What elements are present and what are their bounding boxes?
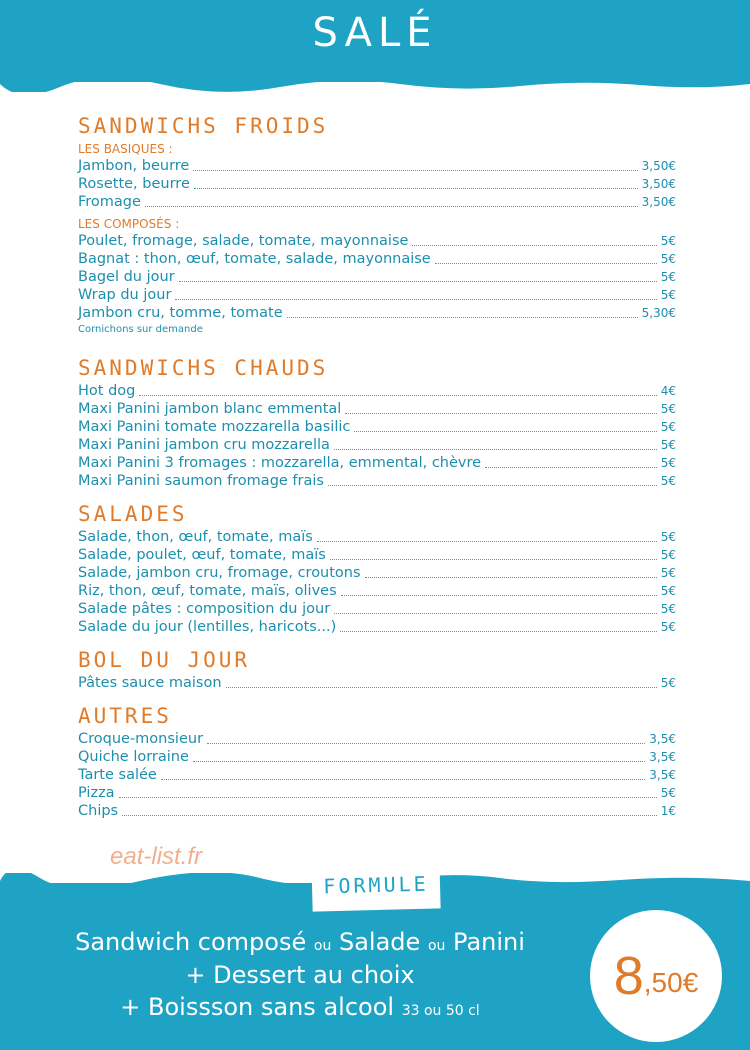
header-band (0, 0, 750, 82)
header-torn-edge (0, 78, 750, 92)
item-price: 3,50€ (641, 177, 676, 191)
dot-leader (330, 559, 657, 560)
dot-leader (207, 743, 645, 744)
menu-item (78, 400, 676, 418)
dot-leader (193, 761, 645, 762)
item-price: 5,30€ (641, 306, 676, 320)
note-text: Cornichons sur demande (78, 324, 203, 335)
item-name: Salade pâtes : composition du jour (78, 601, 331, 617)
item-price: 3,50€ (641, 195, 676, 209)
dot-leader (334, 613, 657, 614)
item-name: Pâtes sauce maison (78, 675, 222, 691)
dot-leader (334, 449, 657, 450)
dot-leader (345, 413, 656, 414)
dot-leader (354, 431, 656, 432)
dot-leader (328, 485, 657, 486)
item-name: Maxi Panini tomate mozzarella basilic (78, 419, 351, 435)
item-name: Bagnat : thon, œuf, tomate, salade, mayonnaise (78, 251, 431, 267)
item-name: Maxi Panini jambon blanc emmental (78, 401, 342, 417)
menu-item (78, 382, 676, 400)
formule-or: ou (313, 938, 332, 954)
item-price: 5€ (660, 270, 676, 284)
formule-drink: + Boissson sans alcool (120, 993, 395, 1021)
dot-leader (122, 815, 657, 816)
item-name: Maxi Panini jambon cru mozzarella (78, 437, 330, 453)
section-title: SANDWICHS CHAUDS (78, 356, 329, 380)
menu-item (78, 250, 676, 268)
formule-price-badge (590, 910, 722, 1042)
item-price: 1€ (660, 804, 676, 818)
item-name: Salade, thon, œuf, tomate, maïs (78, 529, 313, 545)
item-price: 5€ (660, 402, 676, 416)
item-price: 5€ (660, 620, 676, 634)
section-title: AUTRES (78, 704, 172, 728)
section-title: BOL DU JOUR (78, 648, 251, 672)
item-name: Quiche lorraine (78, 749, 189, 765)
item-price: 5€ (660, 420, 676, 434)
menu-item (78, 674, 676, 692)
formule-price-main: 8 (613, 946, 644, 1006)
item-name: Jambon cru, tomme, tomate (78, 305, 283, 321)
dot-leader (435, 263, 657, 264)
dot-leader (287, 317, 638, 318)
menu-item (78, 528, 676, 546)
item-price: 3,50€ (641, 159, 676, 173)
item-name: Salade, poulet, œuf, tomate, maïs (78, 547, 326, 563)
menu-item (78, 193, 676, 211)
formule-or: ou (427, 938, 446, 954)
item-price: 5€ (660, 786, 676, 800)
menu-item (78, 472, 676, 490)
menu-item (78, 730, 676, 748)
section-salades (78, 500, 676, 636)
formule-option: Panini (453, 928, 525, 956)
item-name: Bagel du jour (78, 269, 175, 285)
section-title: SANDWICHS FROIDS (78, 114, 329, 138)
dot-leader (226, 687, 657, 688)
dot-leader (485, 467, 657, 468)
dot-leader (145, 206, 638, 207)
dot-leader (412, 245, 656, 246)
menu-item (78, 232, 676, 250)
dot-leader (175, 299, 656, 300)
dot-leader (341, 595, 657, 596)
item-price: 5€ (660, 252, 676, 266)
formule-line-2: + Dessert au choix (185, 961, 415, 989)
dot-leader (194, 188, 638, 189)
section-bol-du-jour (78, 646, 676, 692)
page-title: SALÉ (312, 10, 438, 56)
menu-item (78, 564, 676, 582)
item-name: Croque-monsieur (78, 731, 204, 747)
item-price: 5€ (660, 456, 676, 470)
item-name: Maxi Panini 3 fromages : mozzarella, emmental, chèvre (78, 455, 482, 471)
menu-item (78, 304, 676, 322)
subsection-label: LES BASIQUES : (78, 142, 173, 156)
item-price: 5€ (660, 288, 676, 302)
menu-item (78, 618, 676, 636)
item-price: 5€ (660, 548, 676, 562)
formule-badge: FORMULE (311, 858, 440, 911)
menu-item (78, 748, 676, 766)
section-sandwichs-chauds (78, 354, 676, 490)
item-name: Salade du jour (lentilles, haricots...) (78, 619, 337, 635)
item-price: 5€ (660, 234, 676, 248)
item-price: 5€ (660, 602, 676, 616)
section-autres (78, 702, 676, 820)
formule-drink-size: 33 ou 50 cl (401, 1003, 480, 1019)
dot-leader (193, 170, 637, 171)
item-name: Pizza (78, 785, 115, 801)
menu-item (78, 784, 676, 802)
section-sandwichs-froids (78, 112, 676, 338)
item-price: 3,5€ (649, 750, 676, 764)
dot-leader (119, 797, 657, 798)
subsection-label: LES COMPOSÉS : (78, 217, 180, 231)
dot-leader (317, 541, 657, 542)
dot-leader (365, 577, 657, 578)
item-name: Jambon, beurre (78, 158, 190, 174)
item-name: Hot dog (78, 383, 136, 399)
menu-item (78, 600, 676, 618)
formule-option: Sandwich composé (75, 928, 307, 956)
menu-item (78, 582, 676, 600)
menu-item (78, 157, 676, 175)
menu-item (78, 802, 676, 820)
formule-line-1 (0, 928, 600, 956)
item-price: 3,5€ (649, 768, 676, 782)
menu-item (78, 268, 676, 286)
dot-leader (161, 779, 645, 780)
watermark-text: eat-list.fr (110, 843, 203, 870)
item-name: Maxi Panini saumon fromage frais (78, 473, 324, 489)
menu-item (78, 436, 676, 454)
item-price: 5€ (660, 474, 676, 488)
item-name: Tarte salée (78, 767, 157, 783)
menu-item (78, 766, 676, 784)
item-name: Salade, jambon cru, fromage, croutons (78, 565, 361, 581)
formule-option: Salade (338, 928, 421, 956)
item-name: Riz, thon, œuf, tomate, maïs, olives (78, 583, 337, 599)
menu-item (78, 454, 676, 472)
item-name: Wrap du jour (78, 287, 172, 303)
formule-line-3 (0, 993, 600, 1021)
menu-item (78, 175, 676, 193)
dot-leader (179, 281, 657, 282)
item-price: 5€ (660, 676, 676, 690)
item-price: 5€ (660, 566, 676, 580)
formule-price-decimals: ,50€ (643, 967, 699, 998)
dot-leader (139, 395, 656, 396)
item-price: 4€ (660, 384, 676, 398)
menu-item (78, 418, 676, 436)
menu-item (78, 546, 676, 564)
item-name: Poulet, fromage, salade, tomate, mayonnaise (78, 233, 409, 249)
item-price: 5€ (660, 584, 676, 598)
section-title: SALADES (78, 502, 188, 526)
item-price: 3,5€ (649, 732, 676, 746)
item-price: 5€ (660, 438, 676, 452)
menu-item (78, 286, 676, 304)
item-name: Chips (78, 803, 119, 819)
item-name: Rosette, beurre (78, 176, 190, 192)
item-price: 5€ (660, 530, 676, 544)
menu-content (78, 112, 676, 820)
item-name: Fromage (78, 194, 141, 210)
dot-leader (340, 631, 656, 632)
